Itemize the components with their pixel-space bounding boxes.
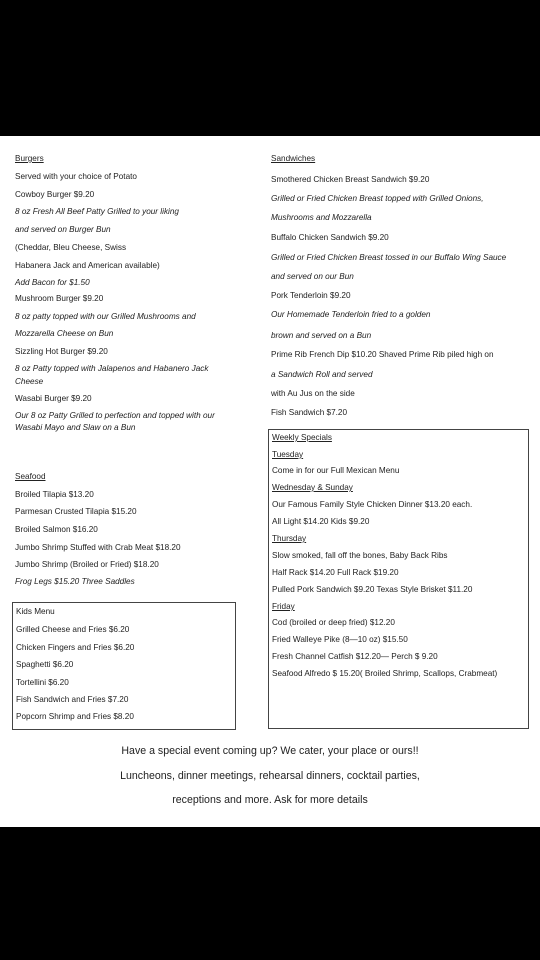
day-heading: Tuesday (272, 450, 304, 459)
menu-line: Smothered Chicken Breast Sandwich $9.20 (271, 175, 430, 184)
kids-menu-heading: Kids Menu (16, 607, 55, 616)
menu-line: Add Bacon for $1.50 (15, 278, 90, 287)
day-heading: Friday (272, 602, 295, 611)
menu-line: Come in for our Full Mexican Menu (272, 466, 400, 475)
menu-line: Grilled or Fried Chicken Breast topped with Grilled Onions, (271, 194, 484, 203)
menu-line: Prime Rib French Dip $10.20 Shaved Prime Rib piled high on (271, 350, 494, 359)
menu-line: Our Famous Family Style Chicken Dinner $13.20 each. (272, 500, 473, 509)
menu-line: Habanera Jack and American available) (15, 261, 160, 270)
menu-line: Mushrooms and Mozzarella (271, 213, 372, 222)
kids-menu-box (12, 602, 236, 730)
menu-line: Sizzling Hot Burger $9.20 (15, 347, 108, 356)
menu-line: Mushroom Burger $9.20 (15, 294, 104, 303)
menu-line: Pulled Pork Sandwich $9.20 Texas Style Brisket $11.20 (272, 585, 473, 594)
menu-line: Pork Tenderloin $9.20 (271, 291, 351, 300)
menu-line: Mozzarella Cheese on Bun (15, 329, 114, 338)
seafood-heading: Seafood (15, 472, 46, 481)
menu-line: Jumbo Shrimp Stuffed with Crab Meat $18.20 (15, 543, 181, 552)
menu-line: Grilled or Fried Chicken Breast tossed in our Buffalo Wing Sauce (271, 253, 507, 262)
menu-line: Grilled Cheese and Fries $6.20 (16, 625, 130, 634)
menu-line: Parmesan Crusted Tilapia $15.20 (15, 507, 137, 516)
menu-line: Half Rack $14.20 Full Rack $19.20 (272, 568, 399, 577)
menu-line: Wasabi Burger $9.20 (15, 394, 92, 403)
menu-line: Fried Walleye Pike (8—10 oz) $15.50 (272, 635, 408, 644)
menu-line: Spaghetti $6.20 (16, 660, 74, 669)
menu-line: Slow smoked, fall off the bones, Baby Back Ribs (272, 551, 448, 560)
menu-line: Our 8 oz Patty Grilled to perfection and topped with our (15, 411, 215, 420)
menu-line: Our Homemade Tenderloin fried to a golden (271, 310, 431, 319)
menu-line: 8 oz patty topped with our Grilled Mushrooms and (15, 312, 196, 321)
menu-line: Chicken Fingers and Fries $6.20 (16, 643, 135, 652)
menu-line: 8 oz Fresh All Beef Patty Grilled to your liking (15, 207, 179, 216)
menu-line: Wasabi Mayo and Slaw on a Bun (15, 423, 136, 432)
weekly-specials-frame (268, 429, 527, 875)
menu-line: Served with your choice of Potato (15, 172, 137, 181)
menu-line: Frog Legs $15.20 Three Saddles (15, 577, 135, 586)
menu-line: Popcorn Shrimp and Fries $8.20 (16, 712, 134, 721)
day-heading: Wednesday & Sunday (272, 483, 353, 492)
footer-line-1: Have a special event coming up? We cater, your place or ours!! (121, 745, 419, 757)
menu-line: Cheese (15, 377, 44, 386)
menu-line: Broiled Salmon $16.20 (15, 525, 98, 534)
menu-line: Jumbo Shrimp (Broiled or Fried) $18.20 (15, 560, 159, 569)
menu-line: and served on our Bun (271, 272, 354, 281)
menu-line: Cowboy Burger $9.20 (15, 190, 95, 199)
menu-line: All Light $14.20 Kids $9.20 (272, 517, 370, 526)
menu-line: a Sandwich Roll and served (271, 370, 373, 379)
menu-line: and served on Burger Bun (15, 225, 111, 234)
menu-page (0, 136, 540, 827)
menu-line: Cod (broiled or deep fried) $12.20 (272, 618, 395, 627)
footer-line-3: receptions and more. Ask for more details (172, 794, 368, 806)
menu-line: Buffalo Chicken Sandwich $9.20 (271, 233, 389, 242)
menu-line: brown and served on a Bun (271, 331, 372, 340)
sandwiches-heading: Sandwiches (271, 154, 316, 163)
menu-line: Fresh Channel Catfish $12.20— Perch $ 9.20 (272, 652, 438, 661)
footer-line-2: Luncheons, dinner meetings, rehearsal dinners, cocktail parties, (120, 770, 420, 782)
menu-line: Broiled Tilapia $13.20 (15, 490, 94, 499)
day-heading: Thursday (272, 534, 307, 543)
menu-line: Fish Sandwich and Fries $7.20 (16, 695, 129, 704)
menu-line: 8 oz Patty topped with Jalapenos and Habanero Jack (15, 364, 209, 373)
menu-line: Tortellini $6.20 (16, 678, 69, 687)
menu-line: Fish Sandwich $7.20 (271, 408, 348, 417)
burgers-heading: Burgers (15, 154, 44, 163)
menu-line: (Cheddar, Bleu Cheese, Swiss (15, 243, 127, 252)
weekly-specials-heading: Weekly Specials (272, 433, 332, 442)
menu-line: Seafood Alfredo $ 15.20( Broiled Shrimp, Scallops, Crabmeat) (272, 669, 498, 678)
menu-line: with Au Jus on the side (271, 389, 355, 398)
